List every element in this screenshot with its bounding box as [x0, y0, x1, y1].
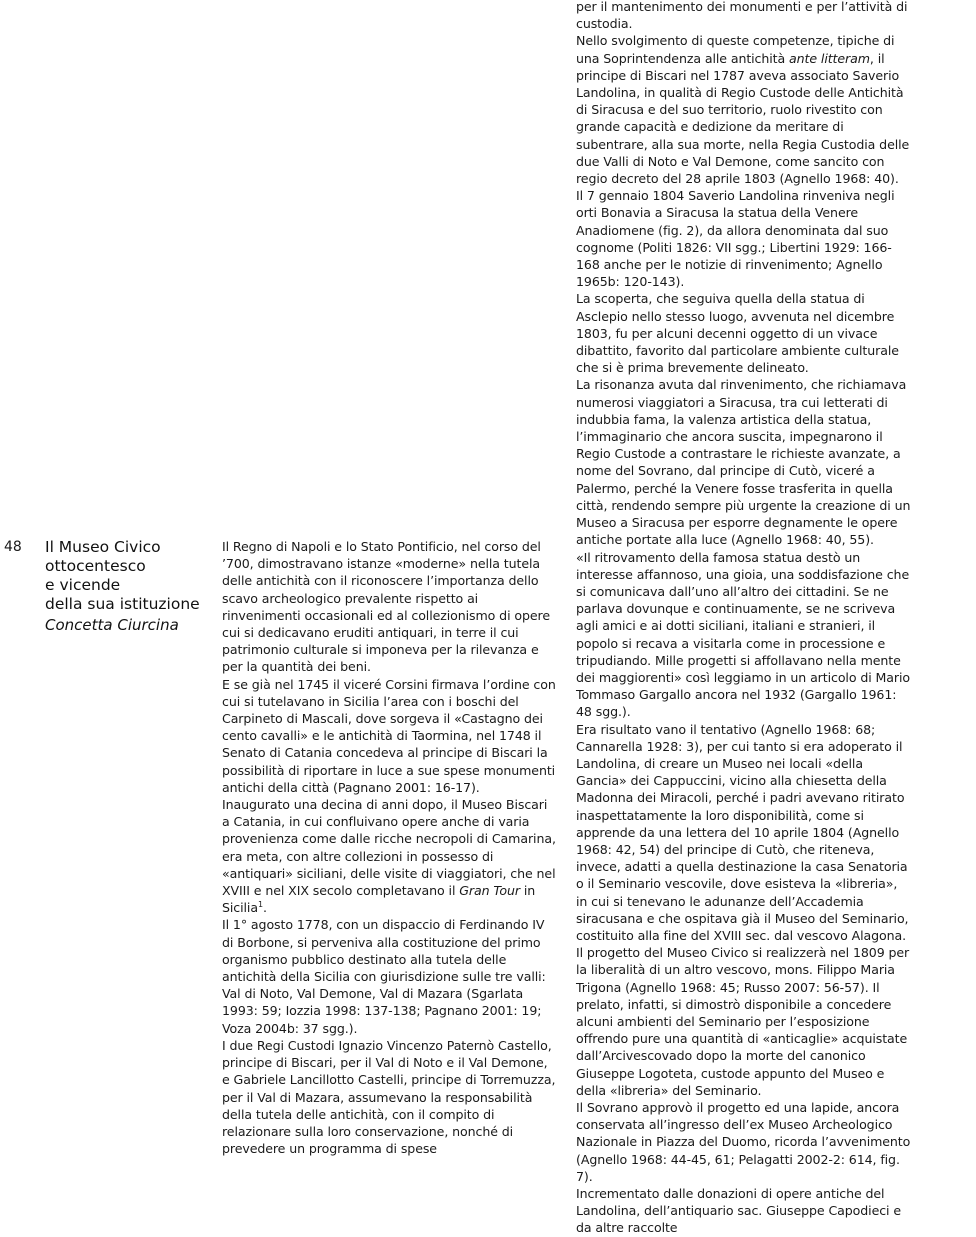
page-number: 48	[4, 539, 22, 555]
paragraph: E se già nel 1745 il viceré Corsini firmava l’ordine con cui si tutelavano in Sicilia l’area con i boschi del Carpineto di Mascali, dove sorgeva il «Castagno dei cento cavalli» e le antichità di Taormina, nel 1748 il Senato di Catania concedeva al principe di Biscari la possibilità di riportare in luce a sue spese monumenti antichi della città (Pagnano 2001: 16-17).	[222, 676, 556, 795]
text-run: Inaugurato una decina di anni dopo, il Museo Biscari a Catania, in cui confluivano opere anche di varia provenienza come dalle ricche necropoli di Camarina, era meta, con altre collezioni in possesso di «antiquari» siciliani, delle visite di viaggiatori, che nel XVIII e nel XIX secolo completavano il	[222, 797, 556, 899]
title-line: e vicende	[45, 576, 121, 594]
paragraph: Incrementato dalle donazioni di opere antiche del Landolina, dell’antiquario sac. Giuseppe Capodieci e da altre raccolte	[576, 1186, 901, 1236]
paragraph: «Il ritrovamento della famosa statua destò un interesse affannoso, una gioia, una soddisfazione che si comunicava dall’uno all’altro dei cittadini. Se ne parlava dovunque e continuamente, se ne scriveva agli amici e ai dotti siciliani, italiani e stranieri, il popolo si recava a visitarla come in processione e tripudiando. Mille progetti si affollavano nella mente dei maggiorenti» così leggiamo in un articolo di Mario Tommaso Gargallo ancora nel 1932 (Gargallo 1961: 48 sgg.).	[576, 549, 910, 720]
author-name: Concetta Ciurcina	[45, 616, 179, 634]
paragraph: I due Regi Custodi Ignazio Vincenzo Paternò Castello, principe di Biscari, per il Val di Noto e il Val Demone, e Gabriele Lancillotto Castelli, principe di Torremuzza, per il Val di Mazara, assumevano la responsabilità della tutela delle antichità, con il compito di relazionare sulla loro conservazione, nonché di prevedere un programma di spese	[222, 1037, 556, 1157]
text-column-right	[576, 0, 912, 1237]
italic-text: ante litteram	[789, 50, 870, 66]
text-run: in Sicilia	[222, 883, 536, 916]
footnote-marker: 1	[257, 900, 263, 910]
paragraph: Il Regno di Napoli e lo Stato Pontificio, nel corso del ’700, dimostravano istanze «moderne» nella tutela delle antichità con il riconoscere l’importanza dello scavo archeologico prevalente rispetto ai rinvenimenti occasionali ed al collezionismo di opere cui si dedicavano eruditi antiquari, in terre il cui patrimonio culturale si imponeva per la rilevanza e per la quantità dei beni.	[222, 539, 550, 675]
title-line: della sua istituzione	[45, 595, 200, 613]
paragraph: Il Sovrano approvò il progetto ed una lapide, ancora conservata all’ingresso dell’ex Museo Archeologico Nazionale in Piazza del Duomo, ricorda l’avvenimento (Agnello 1968: 44-45, 61; Pelagatti 2002-2: 614, fig. 7).	[576, 1100, 911, 1184]
text-column-middle	[222, 538, 558, 1157]
paragraph	[222, 796, 558, 916]
italic-text: Gran Tour	[459, 883, 520, 899]
article-title	[45, 538, 215, 614]
title-block	[45, 538, 215, 635]
paragraph: Il 7 gennaio 1804 Saverio Landolina rinveniva negli orti Bonavia a Siracusa la statua della Venere Anadiomene (fig. 2), da allora denominata dal suo cognome (Politi 1826: VII sgg.; Libertini 1929: 166-168 anche per le notizie di rinvenimento; Agnello 1965b: 120-143).	[576, 188, 895, 290]
title-line: Il Museo Civico	[45, 538, 161, 556]
title-line: ottocentesco	[45, 557, 146, 575]
paragraph: La risonanza avuta dal rinvenimento, che richiamava numerosi viaggiatori a Siracusa, tra cui letterati di indubbia fama, la valenza artistica della statua, l’immaginario che ancora suscita, impegnarono il Regio Custode a contrastare le richieste avanzate, a nome del Sovrano, dal principe di Cutò, viceré a Palermo, perché la Venere fosse trasferita in quella città, rendendo sempre più urgente la creazione di un Museo a Siracusa per esporre degnamente le opere antiche portate alla luce (Agnello 1968: 40, 55).	[576, 377, 911, 548]
paragraph: Era risultato vano il tentativo (Agnello 1968: 68; Cannarella 1928: 3), per cui tanto si era adoperato il Landolina, di creare un Museo nei locali «della Gancia» dei Cappuccini, vicino alla chiesetta della Madonna dei Miracoli, perché i padri avevano ritirato inaspettatamente la loro disponibilità, come si apprende da una lettera del 10 aprile 1804 (Agnello 1968: 42, 54) del principe di Cutò, che riteneva, invece, adatti a quella destinazione la casa Senatoria o il Seminario vescovile, dove esisteva la «libreria», in cui si tenevano le adunanze dell’Accademia siracusana e che ospitava già il Museo del Seminario, costituito alla fine del XVIII sec. dal vescovo Alagona. Il progetto del Museo Civico si realizzerà nel 1809 per la liberalità di un altro vescovo, mons. Filippo Maria Trigona (Agnello 1968: 45; Russo 2007: 56-57). Il prelato, infatti, si dimostrò disponibile a concedere alcuni ambienti del Seminario per l’esposizione offrendo pure una quantità di «anticaglie» acquistate dall’Arcivescovado dopo la morte del canonico Giuseppe Logoteta, custode appunto del Museo e della «libreria» del Seminario.	[576, 721, 910, 1098]
paragraph: La scoperta, che seguiva quella della statua di Asclepio nello stesso luogo, avvenuta nel dicembre 1803, fu per alcuni decenni oggetto di un vivace dibattito, favorito dal particolare ambiente culturale che si è prima brevemente delineato.	[576, 291, 899, 376]
paragraph: per il mantenimento dei monumenti e per l’attività di custodia.	[576, 0, 908, 32]
paragraph: Il 1° agosto 1778, con un dispaccio di Ferdinando IV di Borbone, si perveniva alla costituzione del primo organismo pubblico destinato alla tutela delle antichità della Sicilia con giurisdizione sulle tre valli: Val di Noto, Val Demone, Val di Mazara (Sgarlata 1993: 59; Iozzia 1998: 137-138; Pagnano 2001: 19; Voza 2004b: 37 sgg.).	[222, 917, 546, 1036]
paragraph	[576, 32, 912, 187]
text-run: Nello svolgimento di queste competenze, tipiche di una Soprintendenza alle antichità	[576, 33, 895, 66]
text-run: , il principe di Biscari nel 1787 aveva associato Saverio Landolina, in qualità di Regio Custode delle Antichità di Siracusa e del suo territorio, ruolo rivestito con grande capacità e dedizione da meritare di subentrare, alla sua morte, nella Regia Custodia delle due Valli di Noto e Val Demone, come sancito con regio decreto del 28 aprile 1803 (Agnello 1968: 40).	[576, 50, 910, 187]
text-run: .	[262, 900, 267, 916]
